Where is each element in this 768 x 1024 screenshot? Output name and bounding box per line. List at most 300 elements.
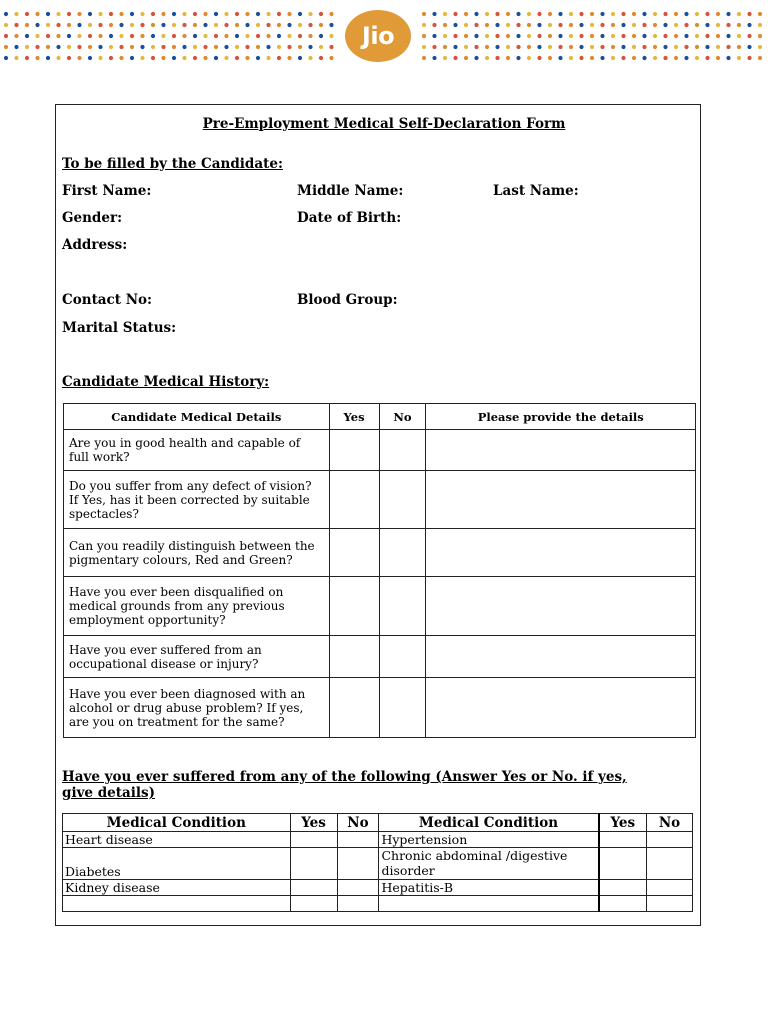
dot xyxy=(119,12,123,16)
dot xyxy=(474,23,478,27)
dot xyxy=(684,23,688,27)
dot xyxy=(432,23,436,27)
dot xyxy=(632,23,636,27)
question-cell: Have you ever been diagnosed with an alcohol or drug abuse problem? If yes, are you on treatment for the same? xyxy=(64,678,330,738)
dot xyxy=(266,12,270,16)
dot xyxy=(548,34,552,38)
dot xyxy=(329,23,333,27)
dot xyxy=(193,12,197,16)
dot xyxy=(684,34,688,38)
dot xyxy=(130,45,134,49)
dot xyxy=(77,34,81,38)
dot xyxy=(298,45,302,49)
dot xyxy=(182,45,186,49)
dot xyxy=(277,56,281,60)
dot xyxy=(747,34,751,38)
dot xyxy=(600,34,604,38)
header-yes-right: Yes xyxy=(599,814,647,832)
dot xyxy=(443,45,447,49)
dot xyxy=(705,34,709,38)
dot xyxy=(245,45,249,49)
condition-cell xyxy=(379,896,599,912)
no-cell[interactable] xyxy=(647,848,693,880)
dot xyxy=(600,23,604,27)
dot xyxy=(256,12,260,16)
dot xyxy=(695,34,699,38)
dot xyxy=(600,45,604,49)
dot xyxy=(56,12,60,16)
contact-label: Contact No: xyxy=(62,292,153,308)
dot xyxy=(46,23,50,27)
dob-label: Date of Birth: xyxy=(297,210,402,226)
dot xyxy=(308,23,312,27)
dot xyxy=(537,45,541,49)
yes-cell[interactable] xyxy=(290,880,337,896)
dot xyxy=(298,12,302,16)
dot xyxy=(77,12,81,16)
dot xyxy=(266,56,270,60)
dot xyxy=(109,12,113,16)
dot xyxy=(193,56,197,60)
dot xyxy=(308,34,312,38)
dot xyxy=(653,34,657,38)
dot xyxy=(758,45,762,49)
header-condition-left: Medical Condition xyxy=(63,814,291,832)
details-cell[interactable] xyxy=(426,430,696,471)
last-name-label: Last Name: xyxy=(493,183,579,199)
dot xyxy=(495,34,499,38)
dot xyxy=(151,23,155,27)
table-row xyxy=(64,636,696,678)
no-cell[interactable] xyxy=(379,529,426,577)
dot xyxy=(98,56,102,60)
dot xyxy=(172,23,176,27)
dot xyxy=(151,56,155,60)
dot xyxy=(453,23,457,27)
dot xyxy=(590,12,594,16)
header-no-left: No xyxy=(337,814,379,832)
condition-cell: Chronic abdominal /digestive disorder xyxy=(379,848,599,880)
dot xyxy=(109,56,113,60)
dot xyxy=(453,34,457,38)
yes-cell[interactable] xyxy=(290,896,337,912)
question-cell: Have you ever been disqualified on medical grounds from any previous employment opportunity? xyxy=(64,577,330,636)
dot xyxy=(319,34,323,38)
dot xyxy=(203,23,207,27)
dot xyxy=(663,23,667,27)
yes-cell[interactable] xyxy=(599,832,647,848)
condition-cell xyxy=(63,896,291,912)
dot xyxy=(642,45,646,49)
dot xyxy=(516,56,520,60)
dot xyxy=(77,23,81,27)
dot xyxy=(4,12,8,16)
dot xyxy=(516,23,520,27)
dot xyxy=(758,56,762,60)
dot xyxy=(485,45,489,49)
dot xyxy=(621,56,625,60)
dot xyxy=(298,56,302,60)
jio-logo: Jio xyxy=(345,10,411,62)
dot xyxy=(579,56,583,60)
dot xyxy=(611,45,615,49)
dot xyxy=(140,12,144,16)
dot xyxy=(4,45,8,49)
dot xyxy=(245,34,249,38)
dot xyxy=(130,56,134,60)
table-row xyxy=(64,430,696,471)
no-cell[interactable] xyxy=(647,880,693,896)
dot xyxy=(214,45,218,49)
dot xyxy=(46,12,50,16)
dot xyxy=(193,45,197,49)
dot xyxy=(193,23,197,27)
dot xyxy=(569,23,573,27)
dot xyxy=(705,23,709,27)
dot xyxy=(256,56,260,60)
dot xyxy=(716,34,720,38)
yes-cell[interactable] xyxy=(329,471,379,529)
dot xyxy=(663,12,667,16)
dot xyxy=(569,45,573,49)
dot xyxy=(726,34,730,38)
dot xyxy=(224,56,228,60)
yes-cell[interactable] xyxy=(329,577,379,636)
dot xyxy=(495,23,499,27)
dot-pattern-left xyxy=(0,8,338,64)
dot xyxy=(319,56,323,60)
no-cell[interactable] xyxy=(337,880,379,896)
table-row xyxy=(63,896,693,912)
dot xyxy=(119,23,123,27)
dot xyxy=(277,34,281,38)
question-cell: Have you ever suffered from an occupational disease or injury? xyxy=(64,636,330,678)
dot xyxy=(14,45,18,49)
dot xyxy=(214,56,218,60)
dot xyxy=(726,23,730,27)
dot xyxy=(716,45,720,49)
dot xyxy=(464,56,468,60)
dot xyxy=(590,34,594,38)
dot xyxy=(182,56,186,60)
dot xyxy=(527,23,531,27)
dot xyxy=(537,34,541,38)
dot xyxy=(88,45,92,49)
dot xyxy=(109,34,113,38)
dot xyxy=(485,34,489,38)
dot xyxy=(298,34,302,38)
dot xyxy=(161,23,165,27)
dot xyxy=(161,45,165,49)
question-cell: Can you readily distinguish between the pigmentary colours, Red and Green? xyxy=(64,529,330,577)
dot xyxy=(726,45,730,49)
dot xyxy=(308,56,312,60)
dot xyxy=(600,12,604,16)
dot xyxy=(716,56,720,60)
dot xyxy=(747,56,751,60)
table-row xyxy=(64,577,696,636)
dot xyxy=(527,34,531,38)
dot xyxy=(747,23,751,27)
no-cell[interactable] xyxy=(379,430,426,471)
middle-name-label: Middle Name: xyxy=(297,183,404,199)
dot xyxy=(653,56,657,60)
dot xyxy=(161,56,165,60)
condition-cell: Heart disease xyxy=(63,832,291,848)
dot xyxy=(422,56,426,60)
yes-cell[interactable] xyxy=(599,896,647,912)
form-title: Pre-Employment Medical Self-Declaration Form xyxy=(202,116,566,132)
dot xyxy=(77,56,81,60)
dot xyxy=(579,45,583,49)
dot xyxy=(256,45,260,49)
dot xyxy=(527,12,531,16)
table-row xyxy=(63,832,693,848)
dot xyxy=(621,23,625,27)
no-cell[interactable] xyxy=(379,678,426,738)
dot xyxy=(579,12,583,16)
dot xyxy=(203,56,207,60)
dot xyxy=(737,12,741,16)
dot xyxy=(4,34,8,38)
dot xyxy=(558,23,562,27)
dot xyxy=(56,34,60,38)
dot xyxy=(495,56,499,60)
header-no-right: No xyxy=(647,814,693,832)
dot xyxy=(266,34,270,38)
medical-history-table xyxy=(63,403,696,738)
dot xyxy=(67,12,71,16)
dot xyxy=(329,34,333,38)
dot xyxy=(485,23,489,27)
dot xyxy=(674,56,678,60)
dot xyxy=(256,23,260,27)
yes-cell[interactable] xyxy=(290,832,337,848)
dot xyxy=(35,56,39,60)
dot xyxy=(224,34,228,38)
dot xyxy=(663,56,667,60)
no-cell[interactable] xyxy=(647,832,693,848)
dot xyxy=(245,56,249,60)
table-header-row xyxy=(64,404,696,430)
dot xyxy=(319,45,323,49)
dot xyxy=(422,34,426,38)
details-cell[interactable] xyxy=(426,636,696,678)
dot xyxy=(674,45,678,49)
header-yes: Yes xyxy=(329,404,379,430)
dot xyxy=(140,34,144,38)
dot xyxy=(621,12,625,16)
dot xyxy=(182,23,186,27)
dot xyxy=(642,12,646,16)
dot xyxy=(464,12,468,16)
dot xyxy=(266,45,270,49)
details-cell[interactable] xyxy=(426,678,696,738)
dot xyxy=(684,12,688,16)
dot xyxy=(4,56,8,60)
dot xyxy=(287,56,291,60)
dot xyxy=(506,45,510,49)
dot xyxy=(611,56,615,60)
dot xyxy=(161,34,165,38)
dot xyxy=(235,23,239,27)
dot xyxy=(214,23,218,27)
conditions-heading: Have you ever suffered from any of the following (Answer Yes or No. if yes, give details) xyxy=(62,769,627,801)
dot xyxy=(611,23,615,27)
dot xyxy=(506,56,510,60)
dot xyxy=(109,23,113,27)
dot xyxy=(422,12,426,16)
gender-label: Gender: xyxy=(62,210,123,226)
dot xyxy=(432,12,436,16)
table-row xyxy=(64,529,696,577)
dot xyxy=(67,56,71,60)
table-row xyxy=(63,848,693,880)
details-cell[interactable] xyxy=(426,529,696,577)
dot xyxy=(14,23,18,27)
dot xyxy=(422,45,426,49)
dot xyxy=(308,45,312,49)
dot xyxy=(151,34,155,38)
dot xyxy=(558,34,562,38)
dot xyxy=(611,34,615,38)
dot xyxy=(25,23,29,27)
question-cell: Do you suffer from any defect of vision? If Yes, has it been corrected by suitable spectacles? xyxy=(64,471,330,529)
dot xyxy=(653,45,657,49)
dot xyxy=(464,45,468,49)
dot xyxy=(758,34,762,38)
dot xyxy=(77,45,81,49)
dot xyxy=(98,45,102,49)
details-cell[interactable] xyxy=(426,577,696,636)
yes-cell[interactable] xyxy=(329,529,379,577)
dot xyxy=(663,45,667,49)
dot xyxy=(485,12,489,16)
dot xyxy=(329,45,333,49)
dot xyxy=(432,45,436,49)
dot xyxy=(506,34,510,38)
dot xyxy=(548,45,552,49)
dot xyxy=(287,45,291,49)
dot xyxy=(319,12,323,16)
dot xyxy=(193,34,197,38)
dot xyxy=(88,12,92,16)
dot xyxy=(705,45,709,49)
dot xyxy=(527,56,531,60)
dot xyxy=(277,12,281,16)
dot xyxy=(569,12,573,16)
dot xyxy=(642,34,646,38)
dot xyxy=(695,56,699,60)
dot xyxy=(25,56,29,60)
yes-cell[interactable] xyxy=(599,848,647,880)
dot xyxy=(537,56,541,60)
dot xyxy=(705,12,709,16)
dot xyxy=(674,23,678,27)
no-cell[interactable] xyxy=(647,896,693,912)
table-row xyxy=(63,880,693,896)
dot xyxy=(495,12,499,16)
dot xyxy=(579,34,583,38)
no-cell[interactable] xyxy=(337,848,379,880)
no-cell[interactable] xyxy=(379,471,426,529)
dot xyxy=(245,23,249,27)
dot xyxy=(632,56,636,60)
dot xyxy=(182,12,186,16)
condition-cell: Kidney disease xyxy=(63,880,291,896)
dot xyxy=(611,12,615,16)
dot xyxy=(674,12,678,16)
dot xyxy=(140,23,144,27)
no-cell[interactable] xyxy=(337,832,379,848)
dot xyxy=(203,12,207,16)
yes-cell[interactable] xyxy=(329,430,379,471)
dot xyxy=(695,23,699,27)
candidate-heading: To be filled by the Candidate: xyxy=(62,156,283,172)
dot xyxy=(224,45,228,49)
dot xyxy=(422,23,426,27)
dot xyxy=(256,34,260,38)
dot xyxy=(140,45,144,49)
dot xyxy=(527,45,531,49)
header-provide-details: Please provide the details xyxy=(426,404,696,430)
yes-cell[interactable] xyxy=(599,880,647,896)
dot xyxy=(172,56,176,60)
dot xyxy=(287,23,291,27)
yes-cell[interactable] xyxy=(329,636,379,678)
dot xyxy=(758,23,762,27)
dot xyxy=(151,45,155,49)
dot xyxy=(653,12,657,16)
dot xyxy=(516,12,520,16)
no-cell[interactable] xyxy=(379,577,426,636)
dot xyxy=(287,34,291,38)
dot xyxy=(88,23,92,27)
dot xyxy=(737,56,741,60)
dot xyxy=(443,12,447,16)
header-details: Candidate Medical Details xyxy=(64,404,330,430)
dot xyxy=(453,12,457,16)
dot xyxy=(474,12,478,16)
dot xyxy=(88,56,92,60)
dot xyxy=(67,23,71,27)
dot xyxy=(35,12,39,16)
dot xyxy=(235,45,239,49)
dot xyxy=(443,34,447,38)
dot xyxy=(537,23,541,27)
dot xyxy=(25,45,29,49)
details-cell[interactable] xyxy=(426,471,696,529)
dot xyxy=(266,23,270,27)
header-yes-left: Yes xyxy=(290,814,337,832)
dot xyxy=(119,56,123,60)
dot xyxy=(119,34,123,38)
dot xyxy=(516,45,520,49)
dot-pattern-right xyxy=(418,8,768,64)
no-cell[interactable] xyxy=(337,896,379,912)
dot xyxy=(558,12,562,16)
yes-cell[interactable] xyxy=(290,848,337,880)
yes-cell[interactable] xyxy=(329,678,379,738)
dot xyxy=(235,12,239,16)
dot xyxy=(737,23,741,27)
dot xyxy=(495,45,499,49)
dot xyxy=(235,56,239,60)
dot xyxy=(474,56,478,60)
no-cell[interactable] xyxy=(379,636,426,678)
dot xyxy=(506,23,510,27)
dot xyxy=(506,12,510,16)
